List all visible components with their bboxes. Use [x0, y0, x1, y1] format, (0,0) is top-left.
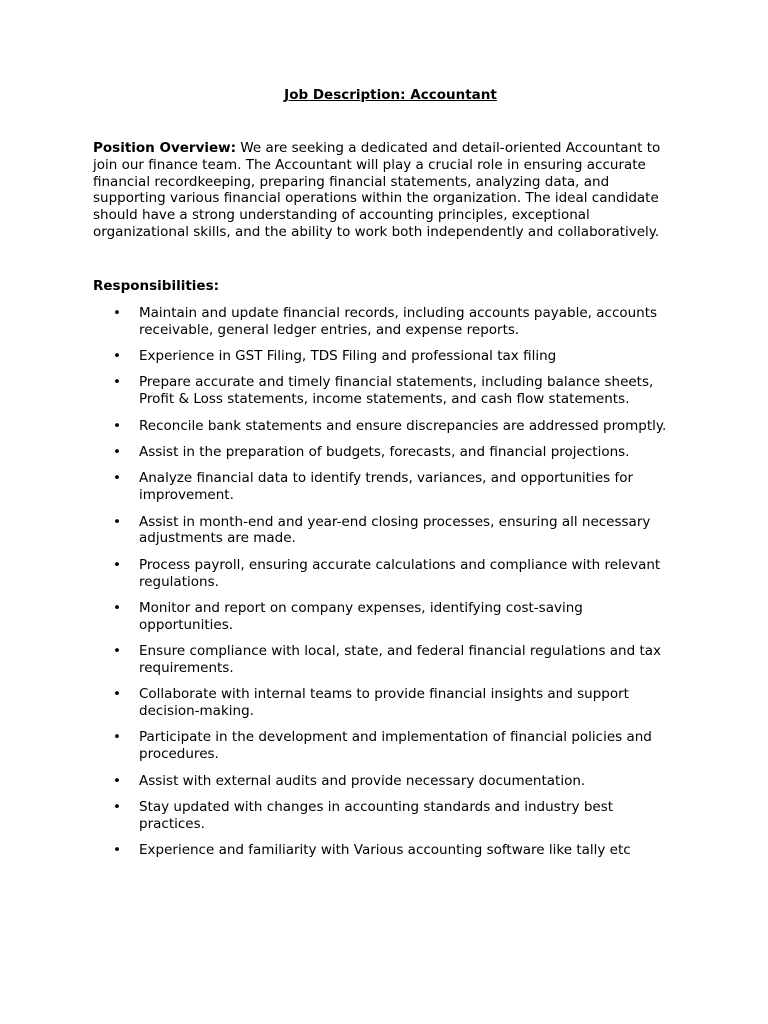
bullet-icon: •	[113, 842, 121, 859]
list-item	[93, 842, 678, 859]
bullet-icon: •	[113, 686, 121, 703]
position-overview-text: We are seeking a dedicated and detail-oriented Accountant to join our finance team. The Accountant will play a crucial role in ensuring accurate financial recordkeeping, preparing financial statements, analyzing data, and supporting various financial operations within the organization. The ideal candidate should have a strong understanding of accounting principles, exceptional organizational skills, and the ability to work both independently and collaboratively.	[93, 140, 661, 240]
responsibilities-heading: Responsibilities:	[93, 277, 220, 294]
list-item-text: Stay updated with changes in accounting standards and industry best practices.	[139, 799, 614, 832]
bullet-icon: •	[113, 556, 121, 573]
bullet-icon: •	[113, 470, 121, 487]
document-title: Job Description: Accountant	[284, 87, 497, 103]
bullet-icon: •	[113, 374, 121, 391]
position-overview	[93, 140, 678, 241]
list-item	[93, 444, 678, 461]
position-overview-label: Position Overview:	[93, 140, 237, 156]
list-item	[93, 305, 678, 339]
list-item-text: Assist in the preparation of budgets, forecasts, and financial projections.	[139, 443, 630, 460]
list-item-text: Experience in GST Filing, TDS Filing and professional tax filing	[139, 347, 557, 364]
list-item-text: Process payroll, ensuring accurate calculations and compliance with relevant regulations.	[139, 556, 661, 590]
bullet-icon: •	[113, 417, 121, 434]
bullet-icon: •	[113, 513, 121, 530]
list-item-text: Collaborate with internal teams to provide financial insights and support decision-making.	[139, 686, 629, 720]
bullet-icon: •	[113, 347, 121, 364]
bullet-icon: •	[113, 729, 121, 746]
list-item	[93, 514, 678, 548]
list-item-text: Ensure compliance with local, state, and federal financial regulations and tax requirements.	[139, 643, 662, 676]
list-item	[93, 374, 678, 408]
list-item	[93, 557, 678, 591]
bullet-icon: •	[113, 599, 121, 616]
responsibilities-list	[93, 305, 678, 859]
list-item-text: Prepare accurate and timely financial statements, including balance sheets, Profit & Loss statements, income statements, and cash flow statements.	[139, 374, 654, 408]
bullet-icon: •	[113, 772, 121, 789]
list-item-text: Experience and familiarity with Various accounting software like tally etc	[139, 842, 631, 859]
list-item-text: Analyze financial data to identify trends, variances, and opportunities for improvement.	[139, 470, 634, 504]
bullet-icon: •	[113, 304, 121, 321]
list-item	[93, 686, 678, 720]
list-item	[93, 600, 678, 634]
list-item	[93, 729, 678, 763]
bullet-icon: •	[113, 799, 121, 816]
list-item	[93, 348, 678, 365]
bullet-icon: •	[113, 443, 121, 460]
list-item-text: Monitor and report on company expenses, identifying cost-saving opportunities.	[139, 599, 583, 633]
list-item	[93, 643, 678, 677]
list-item	[93, 418, 678, 435]
document-page	[93, 86, 678, 869]
list-item-text: Assist with external audits and provide necessary documentation.	[139, 772, 586, 789]
list-item-text: Maintain and update financial records, including accounts payable, accounts receivable, general ledger entries, and expense reports.	[139, 304, 658, 338]
list-item	[93, 799, 678, 833]
list-item	[93, 470, 678, 504]
list-item-text: Assist in month-end and year-end closing processes, ensuring all necessary adjustments are made.	[139, 513, 651, 547]
list-item-text: Participate in the development and implementation of financial policies and procedures.	[139, 729, 652, 763]
bullet-icon: •	[113, 643, 121, 660]
list-item-text: Reconcile bank statements and ensure discrepancies are addressed promptly.	[139, 417, 667, 434]
list-item	[93, 773, 678, 790]
